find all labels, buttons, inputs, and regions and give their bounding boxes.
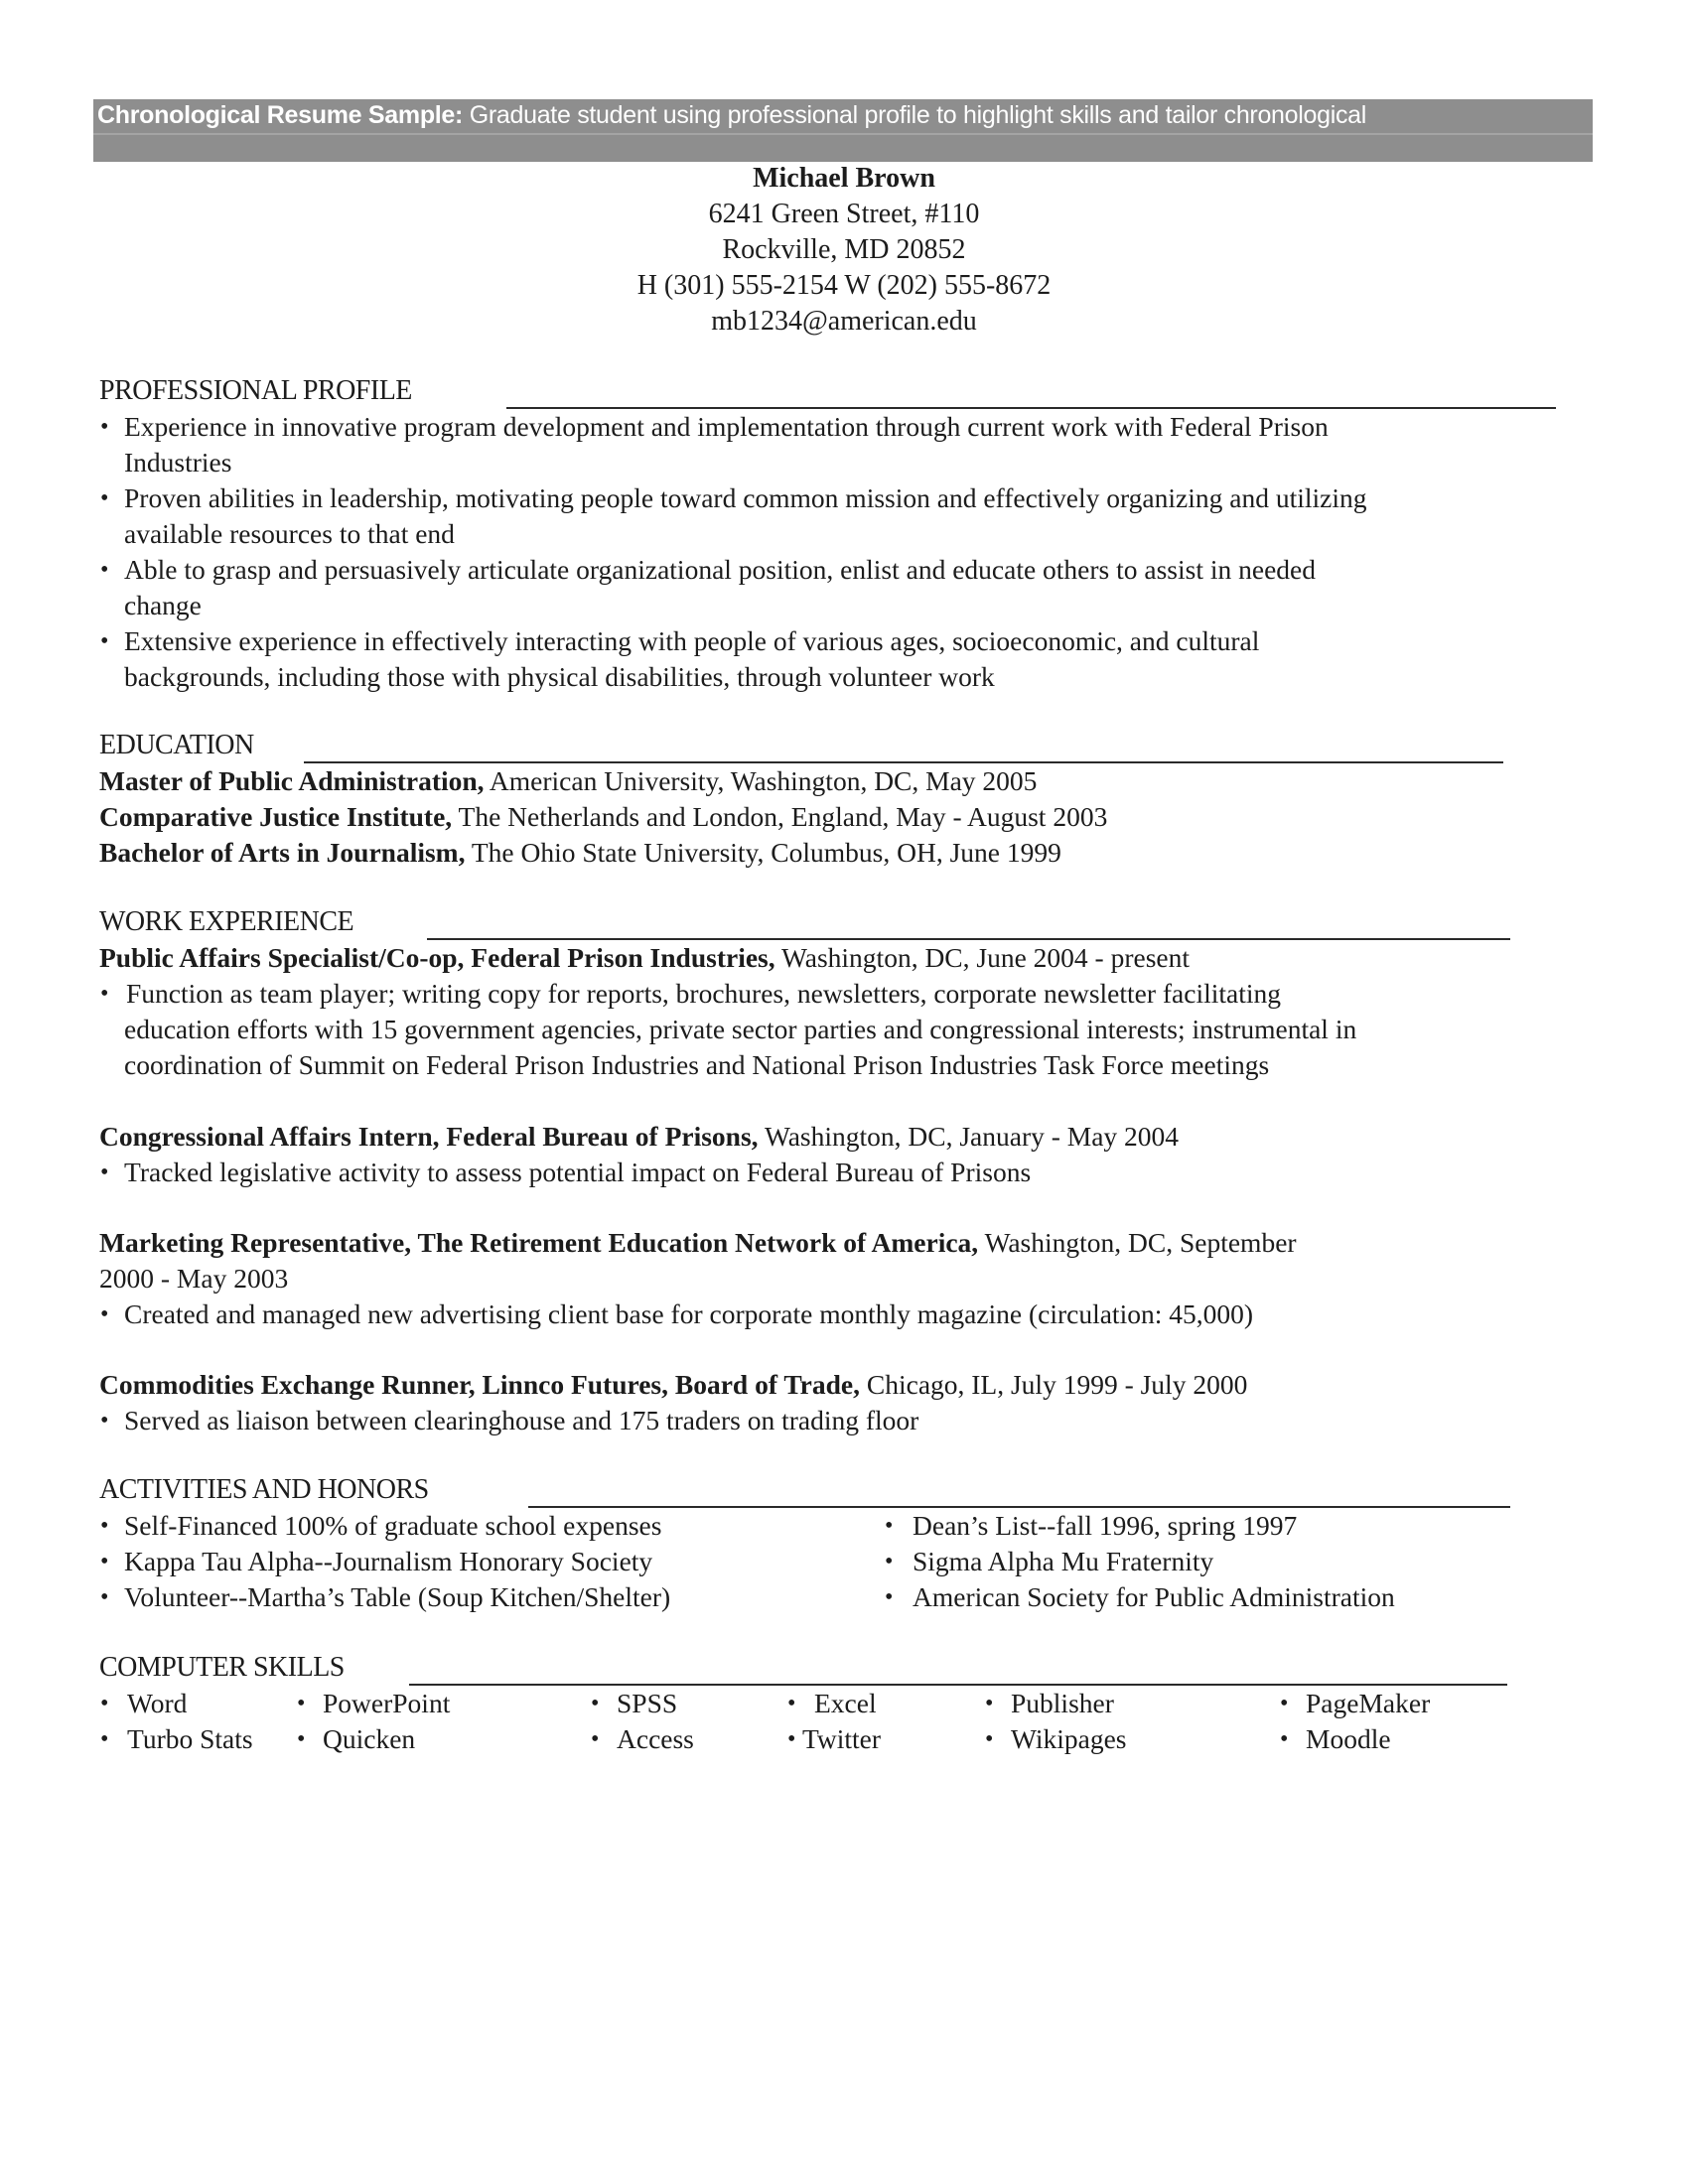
honor-item: American Society for Public Administration	[913, 1581, 1395, 1612]
job-title: Commodities Exchange Runner, Linnco Futures, Board of Trade,	[99, 1369, 860, 1400]
job-bullet-line: Function as team player; writing copy for reports, brochures, newsletters, corporate newsletter facilitating	[126, 978, 1282, 1009]
bullet-icon: •	[591, 1726, 600, 1752]
bullet-icon: •	[100, 1160, 109, 1185]
profile-item-line: Extensive experience in effectively interacting with people of various ages, socioeconomic, and cultural	[124, 625, 1260, 656]
bullet-icon: •	[100, 1584, 109, 1610]
job-bullet-line: coordination of Summit on Federal Prison Industries and National Prison Industries Task Force meetings	[124, 1049, 1270, 1080]
activity-item: Kappa Tau Alpha--Journalism Honorary Society	[124, 1546, 653, 1576]
honor-item: Dean’s List--fall 1996, spring 1997	[913, 1510, 1298, 1541]
bullet-icon: •	[297, 1726, 306, 1752]
bullet-icon: •	[1280, 1726, 1289, 1752]
profile-item-line: available resources to that end	[124, 518, 455, 549]
degree-detail: The Ohio State University, Columbus, OH, June 1999	[465, 837, 1061, 868]
email-address[interactable]: mb1234@american.edu	[711, 306, 977, 337]
bullet-icon: •	[885, 1584, 894, 1610]
bullet-icon: •	[787, 1691, 796, 1716]
bullet-icon: •	[297, 1691, 306, 1716]
skill-item: Twitter	[802, 1723, 882, 1754]
skill-item: Excel	[814, 1688, 877, 1718]
bullet-icon: •	[1280, 1691, 1289, 1716]
job-detail: Washington, DC, June 2004 - present	[774, 942, 1190, 973]
bullet-icon: •	[885, 1549, 894, 1574]
job-title-line	[99, 940, 1190, 976]
skill-item: PowerPoint	[323, 1688, 451, 1718]
bullet-icon: •	[100, 1408, 109, 1433]
street-address: 6241 Green Street, #110	[708, 199, 980, 229]
honor-item: Sigma Alpha Mu Fraternity	[913, 1546, 1214, 1576]
job-detail: Washington, DC, January - May 2004	[758, 1121, 1180, 1152]
banner-label: Chronological Resume Sample:	[97, 101, 464, 129]
degree-name: Master of Public Administration,	[99, 765, 485, 796]
bullet-icon: •	[100, 1726, 109, 1752]
sample-banner	[93, 99, 1593, 162]
job-bullet-line: Created and managed new advertising client base for corporate monthly magazine (circulation: 45,000)	[124, 1298, 1254, 1329]
activity-item: Volunteer--Martha’s Table (Soup Kitchen/Shelter)	[124, 1581, 671, 1612]
degree-name: Bachelor of Arts in Journalism,	[99, 837, 466, 868]
profile-item-line: change	[124, 590, 202, 620]
bullet-icon: •	[985, 1726, 994, 1752]
bullet-icon: •	[985, 1691, 994, 1716]
bullet-icon: •	[100, 1513, 109, 1539]
banner-description: Graduate student using professional profile to highlight skills and tailor chronological	[463, 101, 1367, 129]
bullet-icon: •	[100, 1691, 109, 1716]
job-title-line	[99, 1225, 1297, 1261]
applicant-name: Michael Brown	[753, 163, 935, 194]
activity-item: Self-Financed 100% of graduate school expenses	[124, 1510, 662, 1541]
profile-item-line: Proven abilities in leadership, motivating people toward common mission and effectively organizing and utilizing	[124, 482, 1367, 513]
skill-item: Publisher	[1011, 1688, 1114, 1718]
degree-detail: The Netherlands and London, England, May - August 2003	[452, 801, 1108, 832]
skill-item: PageMaker	[1306, 1688, 1431, 1718]
education-entry	[99, 835, 1061, 871]
bullet-icon: •	[787, 1726, 796, 1752]
education-entry	[99, 763, 1037, 799]
profile-item-line: Able to grasp and persuasively articulate organizational position, enlist and educate others to assist in needed	[124, 554, 1316, 585]
section-heading-activities: ACTIVITIES AND HONORS	[99, 1474, 429, 1505]
bullet-icon: •	[100, 414, 109, 440]
profile-item-line: Experience in innovative program development and implementation through current work with Federal Prison	[124, 411, 1329, 442]
education-entry	[99, 799, 1107, 835]
bullet-icon: •	[591, 1691, 600, 1716]
profile-item-line: Industries	[124, 447, 232, 478]
skill-item: Quicken	[323, 1723, 416, 1754]
job-bullet-line: Served as liaison between clearinghouse and 175 traders on trading floor	[124, 1405, 919, 1435]
job-title: Public Affairs Specialist/Co-op, Federal Prison Industries,	[99, 942, 775, 973]
job-detail-continued: 2000 - May 2003	[99, 1263, 289, 1294]
bullet-icon: •	[100, 485, 109, 511]
degree-detail: American University, Washington, DC, May 2005	[484, 765, 1038, 796]
skill-item: Word	[127, 1688, 188, 1718]
skill-item: Moodle	[1306, 1723, 1391, 1754]
section-heading-profile: PROFESSIONAL PROFILE	[99, 375, 412, 406]
skill-item: SPSS	[617, 1688, 678, 1718]
bullet-icon: •	[100, 981, 109, 1007]
banner-title	[97, 101, 1366, 130]
bullet-icon: •	[885, 1513, 894, 1539]
job-bullet-line: education efforts with 15 government agencies, private sector parties and congressional interests; instrumental in	[124, 1014, 1357, 1044]
profile-item-line: backgrounds, including those with physical disabilities, through volunteer work	[124, 661, 995, 692]
job-title-line	[99, 1119, 1179, 1155]
job-title-line	[99, 1367, 1247, 1403]
skill-item: Access	[617, 1723, 694, 1754]
bullet-icon: •	[100, 1301, 109, 1327]
phone-numbers: H (301) 555-2154 W (202) 555-8672	[636, 270, 1052, 301]
section-heading-skills: COMPUTER SKILLS	[99, 1652, 345, 1683]
job-title: Congressional Affairs Intern, Federal Bureau of Prisons,	[99, 1121, 759, 1152]
skill-item: Wikipages	[1011, 1723, 1127, 1754]
degree-name: Comparative Justice Institute,	[99, 801, 453, 832]
bullet-icon: •	[100, 557, 109, 583]
job-detail: Washington, DC, September	[978, 1227, 1297, 1258]
job-bullet-line: Tracked legislative activity to assess potential impact on Federal Bureau of Prisons	[124, 1157, 1032, 1187]
skill-item: Turbo Stats	[127, 1723, 253, 1754]
bullet-icon: •	[100, 628, 109, 654]
bullet-icon: •	[100, 1549, 109, 1574]
section-heading-education: EDUCATION	[99, 730, 254, 760]
job-title: Marketing Representative, The Retirement Education Network of America,	[99, 1227, 979, 1258]
job-detail: Chicago, IL, July 1999 - July 2000	[860, 1369, 1248, 1400]
city-state-zip: Rockville, MD 20852	[722, 234, 966, 265]
section-heading-work: WORK EXPERIENCE	[99, 906, 354, 937]
